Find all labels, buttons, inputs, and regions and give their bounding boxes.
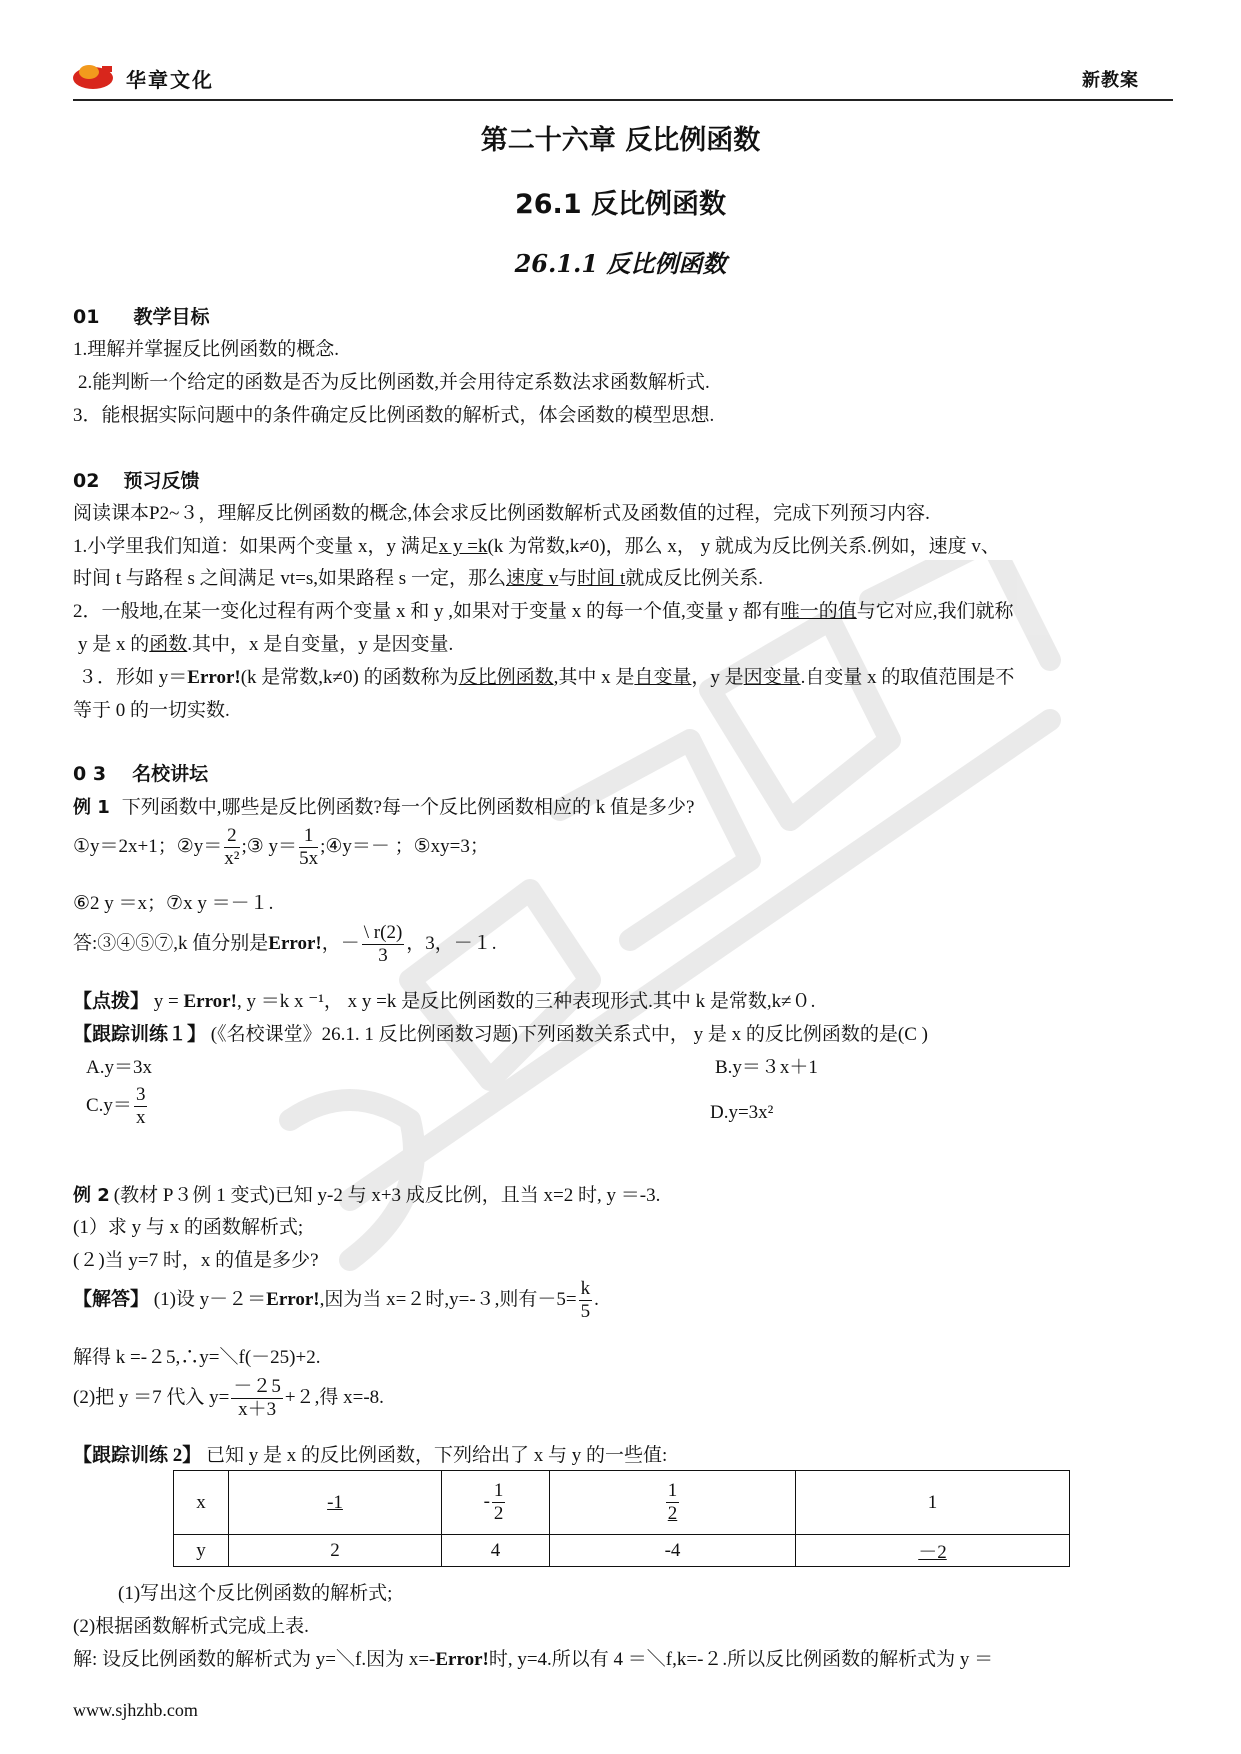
table-cell: $\frac{1}{2}$ bbox=[550, 1471, 796, 1535]
table-cell: -4 bbox=[550, 1535, 796, 1567]
hint: 【点拨】 y = Error!, y ＝k x ⁻¹， x y =k 是反比例函数的三种表现形式.其中 k 是常数,k≠０. bbox=[73, 991, 816, 1012]
task-1: (1)写出这个反比例函数的解析式; bbox=[118, 1583, 393, 1604]
preview-intro: 阅读课本P2~３，理解反比例函数的概念,体会求反比例函数解析式及函数值的过程，完成下列预习内容. bbox=[73, 503, 930, 524]
option-d: D.y=3x² bbox=[710, 1102, 774, 1123]
solution-step-3: (2)把 y ＝7 代入 y= $\frac{-25}{x+3}$ +２,得 x=-8. bbox=[73, 1376, 384, 1420]
table-cell: - $\frac{1}{2}$ bbox=[442, 1471, 550, 1535]
example-1: 例 1 下列函数中,哪些是反比例函数?每一个反比例函数相应的 k 值是多少? bbox=[73, 797, 695, 818]
task-2: (2)根据函数解析式完成上表. bbox=[73, 1616, 309, 1637]
example-2: 例 2 (教材 P３例 1 变式)已知 y-2 与 x+3 成反比例，且当 x=2 时, y ＝-3. bbox=[73, 1185, 661, 1206]
solution-step-1: 【解答】 (1)设 y－２＝Error!,因为当 x=２时,y=-３,则有－5= $\frac{k}{5}$ . bbox=[73, 1278, 599, 1322]
example-1-functions: ①y＝2x+1；②y＝ $\frac{2}{\text{x²}}$ ;③ y＝ $\frac{1}{5x}$ ;④y＝－ ；⑤xy=3； bbox=[73, 825, 489, 869]
section-01-heading: 01 教学目标 bbox=[73, 306, 210, 328]
header-rule bbox=[73, 99, 1173, 101]
option-c: C.y＝ $\frac{3}{x}$ bbox=[86, 1084, 146, 1128]
example-2-q2: (２)当 y=7 时，x 的值是多少? bbox=[73, 1250, 319, 1271]
preview-item-1-cont: 时间 t 与路程 s 之间满足 vt=s,如果路程 s 一定，那么速度 v与时间 t就成反比例关系. bbox=[73, 568, 764, 589]
example-1-functions-cont: ⑥2 y ＝x；⑦x y ＝－１. bbox=[73, 893, 274, 914]
section-title: 26.1 反比例函数 bbox=[514, 189, 727, 220]
section-02-heading: 02 预习反馈 bbox=[73, 470, 200, 492]
value-table bbox=[173, 1470, 1070, 1567]
preview-item-1: 1.小学里我们知道：如果两个变量 x，y 满足x y =k(k 为常数,k≠0)，那么 x， y 就成为反比例关系.例如，速度 v、 bbox=[73, 536, 1000, 557]
table-cell: y bbox=[174, 1535, 229, 1567]
table-cell: －2 bbox=[796, 1535, 1070, 1567]
subsection-title: 26.1.1 反比例函数 bbox=[514, 249, 727, 278]
preview-item-3-cont: 等于 0 的一切实数. bbox=[73, 700, 230, 721]
table-cell: 2 bbox=[229, 1535, 442, 1567]
preview-item-2: 2．一般地,在某一变化过程有两个变量 x 和 y ,如果对于变量 x 的每一个值,变量 y 都有唯一的值与它对应,我们就称 bbox=[73, 601, 1014, 622]
preview-item-3: ３．形如 y＝Error!(k 是常数,k≠0) 的函数称为反比例函数,其中 x 是自变量，y 是因变量.自变量 x 的取值范围是不 bbox=[78, 667, 1015, 688]
table-cell: 4 bbox=[442, 1535, 550, 1567]
preview-item-2-cont: y 是 x 的函数.其中，x 是自变量，y 是因变量. bbox=[78, 634, 454, 655]
table-cell: x bbox=[174, 1471, 229, 1535]
example-2-q1: (1）求 y 与 x 的函数解析式; bbox=[73, 1217, 304, 1238]
option-a: A.y＝3x bbox=[86, 1057, 152, 1078]
task-solution: 解: 设反比例函数的解析式为 y=＼f.因为 x=-Error!时, y=4.所以有 4 ＝＼f,k=-２.所以反比例函数的解析式为 y ＝ bbox=[73, 1649, 994, 1670]
table-row bbox=[174, 1471, 1070, 1535]
option-b: B.y＝３x＋1 bbox=[715, 1057, 818, 1078]
table-cell: -1 bbox=[229, 1471, 442, 1535]
doc-type: 新教案 bbox=[1082, 70, 1139, 91]
chapter-title: 第二十六章 反比例函数 bbox=[480, 125, 761, 156]
table-row bbox=[174, 1535, 1070, 1567]
solution-step-2: 解得 k =-２5,∴y=＼f(－25)+2. bbox=[73, 1347, 321, 1368]
goal-3: 3．能根据实际问题中的条件确定反比例函数的解析式，体会函数的模型思想. bbox=[73, 405, 715, 426]
goal-1: 1.理解并掌握反比例函数的概念. bbox=[73, 339, 340, 360]
footer-url: www.sjhzhb.com bbox=[73, 1700, 198, 1720]
practice-2: 【跟踪训练 2】 已知 y 是 x 的反比例函数，下列给出了 x 与 y 的一些值: bbox=[73, 1445, 668, 1466]
section-03-heading: 0 3 名校讲坛 bbox=[73, 763, 209, 785]
brand-name: 华章文化 bbox=[126, 68, 214, 92]
logo bbox=[72, 60, 114, 90]
table-cell: 1 bbox=[796, 1471, 1070, 1535]
goal-2: 2.能判断一个给定的函数是否为反比例函数,并会用待定系数法求函数解析式. bbox=[78, 372, 710, 393]
practice-1: 【跟踪训练１】 (《名校课堂》26.1. 1 反比例函数习题)下列函数关系式中， y 是 x 的反比例函数的是(C ) bbox=[73, 1024, 928, 1045]
example-1-answer: 答:③④⑤⑦,k 值分别是Error!，－ $\frac{\backslash r(2)}{3}$ ，3，－１. bbox=[73, 922, 497, 966]
